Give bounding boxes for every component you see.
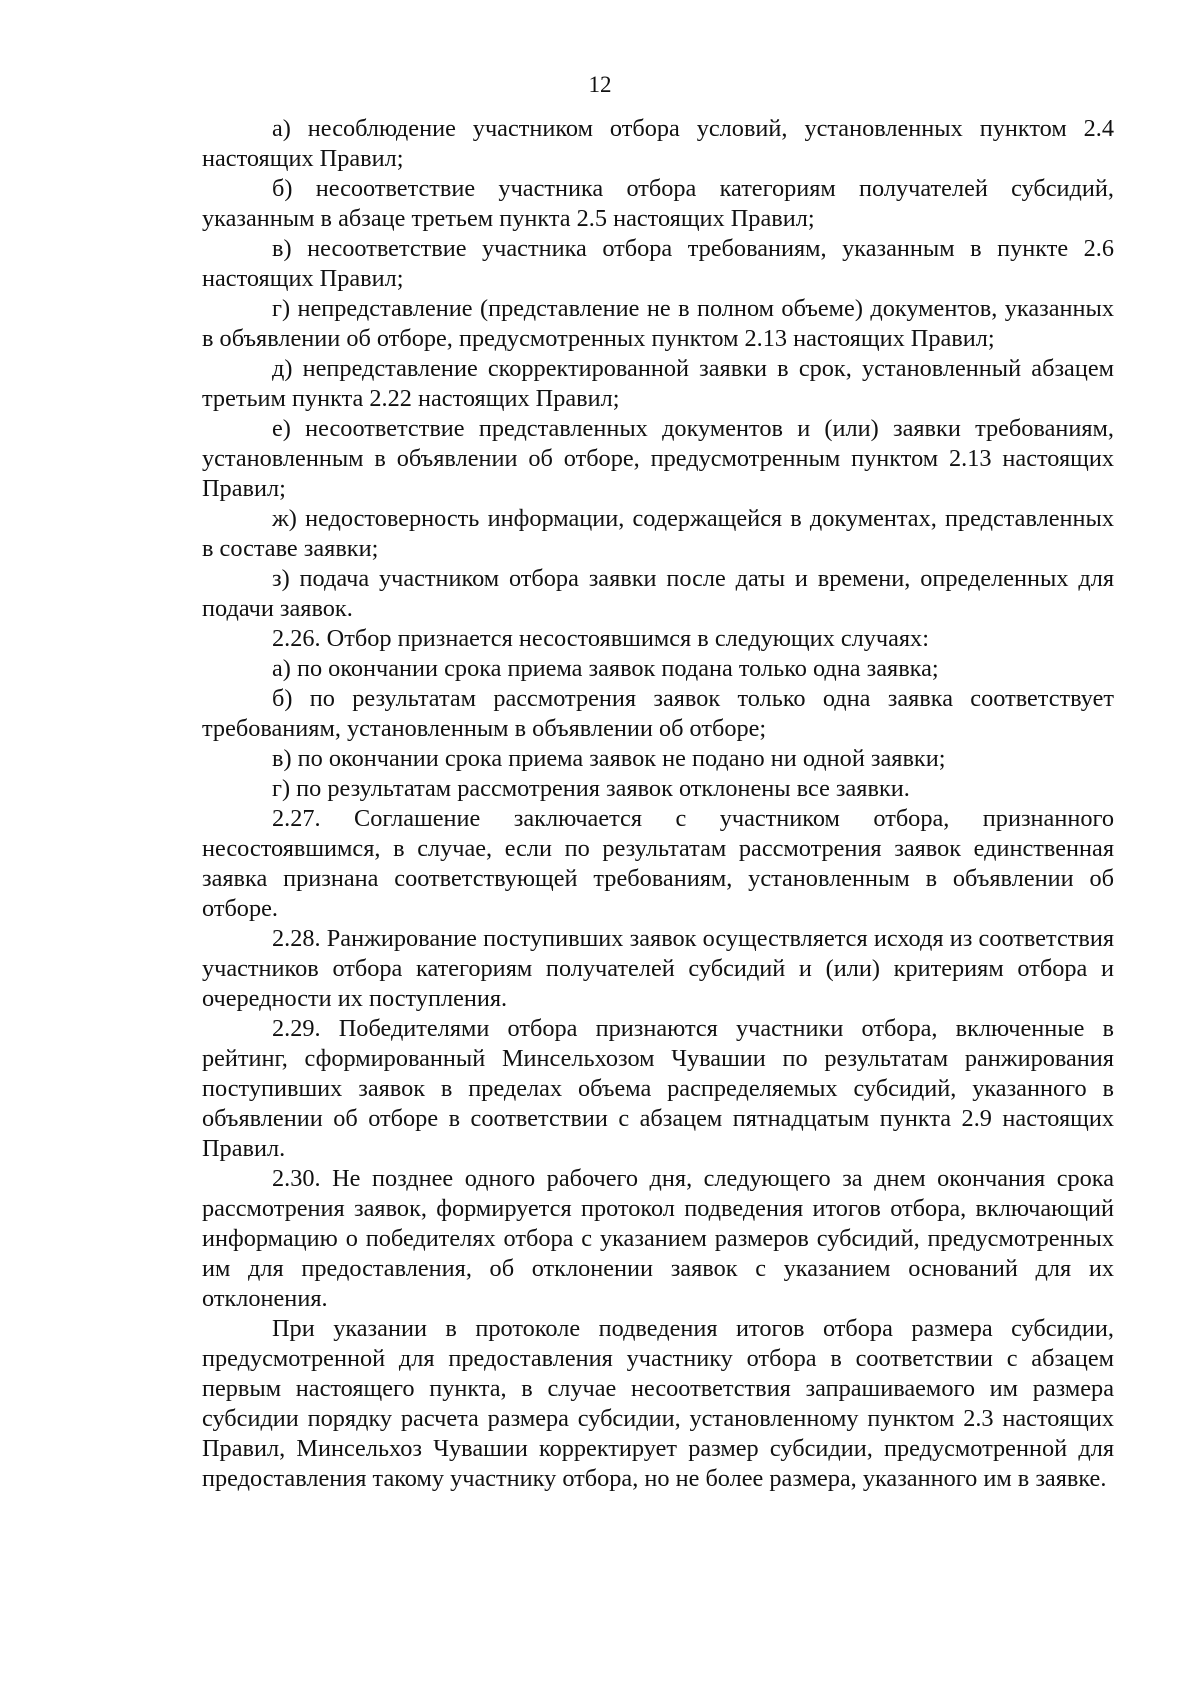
paragraph-2-25-g: г) непредставление (представление не в полном объеме) документов, указанных в объявлении об отборе, предусмотренных пунктом 2.13 настоящих Правил; xyxy=(202,295,1114,352)
paragraph-2-26-v: в) по окончании срока приема заявок не подано ни одной заявки; xyxy=(272,745,946,772)
paragraph-2-29: 2.29. Победителями отбора признаются участники отбора, включенные в рейтинг, сформированный Минсельхозом Чувашии по результатам ранжирования поступивших заявок в пределах объема распределяемых субсидий, указанного в объявлении об отборе в соответствии с абзацем пятнадцатым пункта 2.9 настоящих Правил. xyxy=(202,1015,1114,1162)
paragraph-2-26: 2.26. Отбор признается несостоявшимся в следующих случаях: xyxy=(272,625,929,652)
paragraph-2-27: 2.27. Соглашение заключается с участником отбора, признанного несостоявшимся, в случае, если по результатам рассмотрения заявок единственная заявка признана соответствующей требованиям, установленным в объявлении об отборе. xyxy=(202,805,1114,922)
paragraph-2-30: 2.30. Не позднее одного рабочего дня, следующего за днем окончания срока рассмотрения заявок, формируется протокол подведения итогов отбора, включающий информацию о победителях отбора с указанием размеров субсидий, предусмотренных им для предоставления, об отклонении заявок с указанием оснований для их отклонения. xyxy=(202,1165,1114,1312)
page-number: 12 xyxy=(588,72,612,97)
paragraph-2-26-b: б) по результатам рассмотрения заявок только одна заявка соответствует требованиям, установленным в объявлении об отборе; xyxy=(202,685,1114,742)
paragraph-2-25-e: е) несоответствие представленных документов и (или) заявки требованиям, установленным в объявлении об отборе, предусмотренным пунктом 2.13 настоящих Правил; xyxy=(202,415,1114,502)
paragraph-2-28: 2.28. Ранжирование поступивших заявок осуществляется исходя из соответствия участников отбора категориям получателей субсидий и (или) критериям отбора и очередности их поступления. xyxy=(202,925,1114,1012)
paragraph-2-25-a: а) несоблюдение участником отбора условий, установленных пунктом 2.4 настоящих Правил; xyxy=(202,115,1114,172)
paragraph-2-25-d: д) непредставление скорректированной заявки в срок, установленный абзацем третьим пункта 2.22 настоящих Правил; xyxy=(202,355,1114,412)
paragraph-2-30-continued: При указании в протоколе подведения итогов отбора размера субсидии, предусмотренной для предоставления участнику отбора в соответствии с абзацем первым настоящего пункта, в случае несоответствия запрашиваемого им размера субсидии порядку расчета размера субсидии, установленному пунктом 2.3 настоящих Правил, Минсельхоз Чувашии корректирует размер субсидии, предусмотренной для предоставления такому участнику отбора, но не более размера, указанного им в заявке. xyxy=(202,1315,1114,1492)
document-body xyxy=(202,114,1114,1494)
paragraph-2-26-a: а) по окончании срока приема заявок подана только одна заявка; xyxy=(272,655,939,682)
paragraph-2-25-zh: ж) недостоверность информации, содержащейся в документах, представленных в составе заявки; xyxy=(202,505,1114,562)
paragraph-2-25-b: б) несоответствие участника отбора категориям получателей субсидий, указанным в абзаце третьем пункта 2.5 настоящих Правил; xyxy=(202,175,1114,232)
paragraph-2-26-g: г) по результатам рассмотрения заявок отклонены все заявки. xyxy=(272,775,910,802)
paragraph-2-25-v: в) несоответствие участника отбора требованиям, указанным в пункте 2.6 настоящих Правил; xyxy=(202,235,1114,292)
paragraph-2-25-z: з) подача участником отбора заявки после даты и времени, определенных для подачи заявок. xyxy=(202,565,1114,622)
